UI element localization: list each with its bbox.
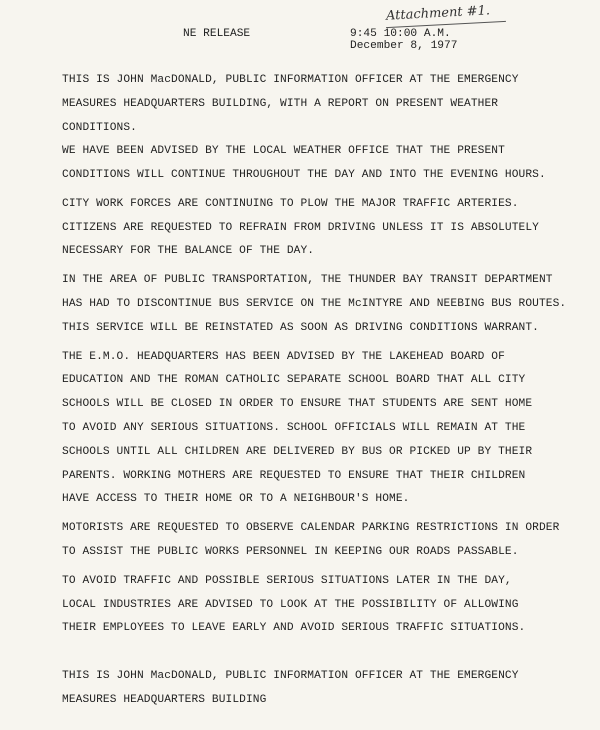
release-title: NE RELEASE [183, 28, 251, 40]
body-line: CONDITIONS. [62, 122, 137, 134]
body-line: PARENTS. WORKING MOTHERS ARE REQUESTED TO ENSURE THAT THEIR CHILDREN [62, 470, 526, 482]
body-line: HAVE ACCESS TO THEIR HOME OR TO A NEIGHBOUR'S HOME. [62, 493, 410, 505]
body-line: CITIZENS ARE REQUESTED TO REFRAIN FROM DRIVING UNLESS IT IS ABSOLUTELY [62, 222, 539, 234]
body-line: THIS IS JOHN MacDONALD, PUBLIC INFORMATION OFFICER AT THE EMERGENCY [62, 670, 519, 682]
body-line: THEIR EMPLOYEES TO LEAVE EARLY AND AVOID SERIOUS TRAFFIC SITUATIONS. [62, 622, 526, 634]
release-date: December 8, 1977 [350, 40, 458, 52]
body-line: CITY WORK FORCES ARE CONTINUING TO PLOW THE MAJOR TRAFFIC ARTERIES. [62, 198, 519, 210]
body-line: THE E.M.O. HEADQUARTERS HAS BEEN ADVISED BY THE LAKEHEAD BOARD OF [62, 351, 505, 363]
body-line: TO ASSIST THE PUBLIC WORKS PERSONNEL IN KEEPING OUR ROADS PASSABLE. [62, 546, 519, 558]
body-line: CONDITIONS WILL CONTINUE THROUGHOUT THE DAY AND INTO THE EVENING HOURS. [62, 169, 546, 181]
body-line: MOTORISTS ARE REQUESTED TO OBSERVE CALENDAR PARKING RESTRICTIONS IN ORDER [62, 522, 560, 534]
body-line: EDUCATION AND THE ROMAN CATHOLIC SEPARATE SCHOOL BOARD THAT ALL CITY [62, 374, 526, 386]
body-line: MEASURES HEADQUARTERS BUILDING, WITH A REPORT ON PRESENT WEATHER [62, 98, 499, 110]
body-line: LOCAL INDUSTRIES ARE ADVISED TO LOOK AT THE POSSIBILITY OF ALLOWING [62, 599, 519, 611]
body-line: MEASURES HEADQUARTERS BUILDING [62, 694, 267, 706]
body-line: SCHOOLS UNTIL ALL CHILDREN ARE DELIVERED BY BUS OR PICKED UP BY THEIR [62, 446, 533, 458]
release-time: 9:45 10:00 A.M. [350, 28, 451, 40]
body-line: NECESSARY FOR THE BALANCE OF THE DAY. [62, 245, 315, 257]
body-line: THIS SERVICE WILL BE REINSTATED AS SOON AS DRIVING CONDITIONS WARRANT. [62, 322, 539, 334]
body-line: SCHOOLS WILL BE CLOSED IN ORDER TO ENSURE THAT STUDENTS ARE SENT HOME [62, 398, 533, 410]
body-line: IN THE AREA OF PUBLIC TRANSPORTATION, THE THUNDER BAY TRANSIT DEPARTMENT [62, 274, 553, 286]
body-line: WE HAVE BEEN ADVISED BY THE LOCAL WEATHER OFFICE THAT THE PRESENT [62, 145, 505, 157]
body-line: TO AVOID TRAFFIC AND POSSIBLE SERIOUS SITUATIONS LATER IN THE DAY, [62, 575, 512, 587]
body-line: HAS HAD TO DISCONTINUE BUS SERVICE ON THE McINTYRE AND NEEBING BUS ROUTES. [62, 298, 567, 310]
body-line: TO AVOID ANY SERIOUS SITUATIONS. SCHOOL OFFICIALS WILL REMAIN AT THE [62, 422, 526, 434]
handwritten-annotation: Attachment #1. [385, 3, 491, 24]
body-line: THIS IS JOHN MacDONALD, PUBLIC INFORMATION OFFICER AT THE EMERGENCY [62, 74, 519, 86]
